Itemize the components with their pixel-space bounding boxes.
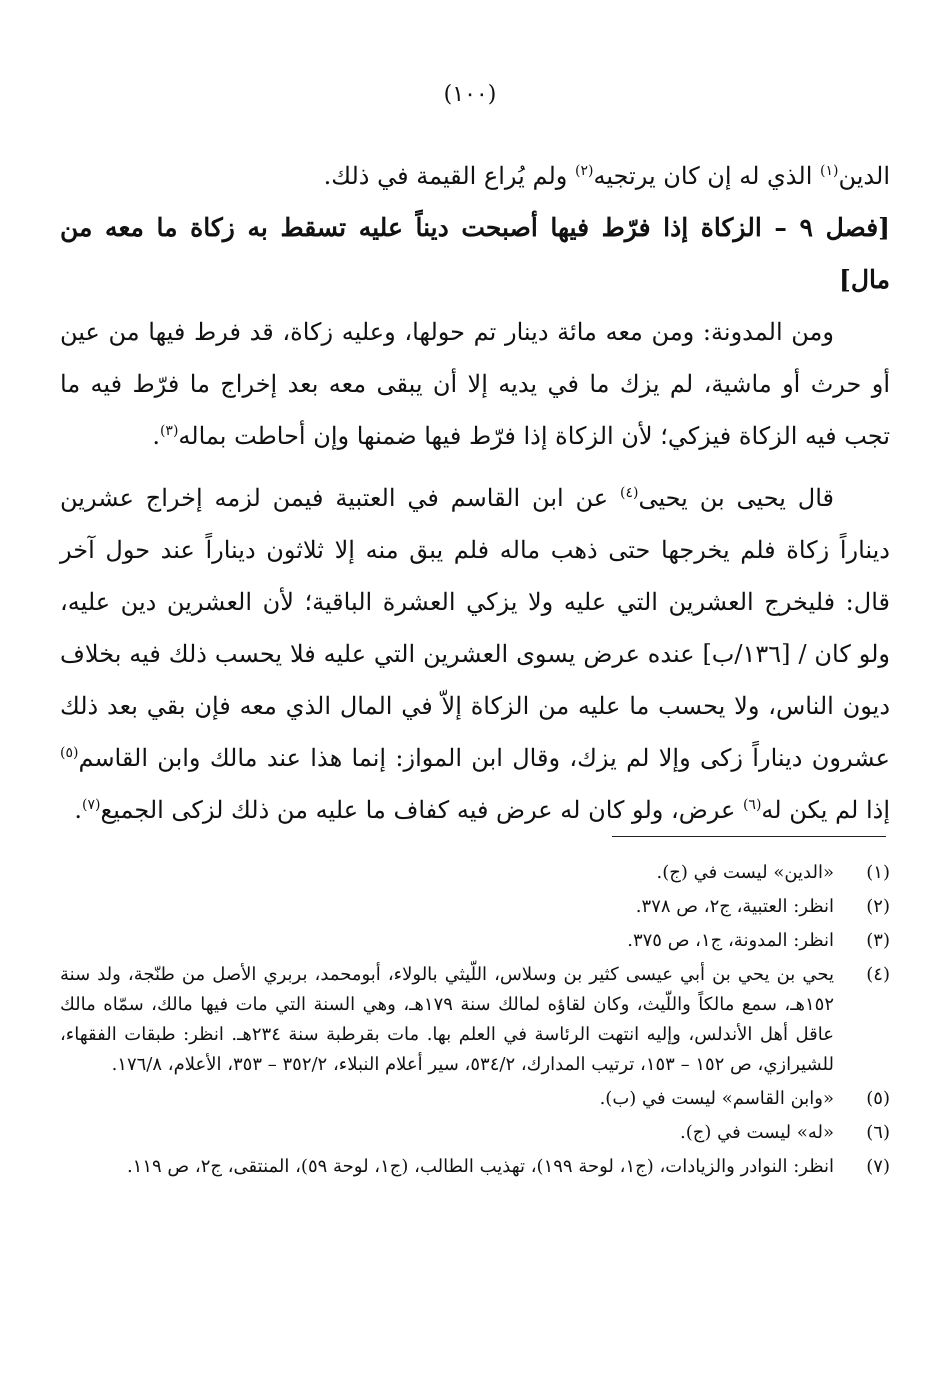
footnote-7 — [60, 1152, 890, 1182]
footnote-ref-4[interactable]: (٤) — [619, 485, 639, 501]
footnotes — [60, 858, 890, 1186]
footnote-ref-2[interactable]: (٢) — [574, 163, 594, 179]
footnote-text: «له» ليست في (ج). — [680, 1122, 834, 1143]
footnote-text: انظر: النوادر والزيادات، (ج١، لوحة ١٩٩)، تهذيب الطالب، (ج١، لوحة ٥٩)، المنتقى، ج٢، ص ١١٩. — [126, 1156, 834, 1177]
footnote-number: (٧) — [866, 1156, 890, 1177]
paragraph-2 — [60, 306, 890, 462]
footnote-number: (٢) — [866, 896, 890, 917]
paragraph-1 — [60, 150, 890, 202]
paragraph-3-text-e: . — [74, 796, 82, 824]
main-text — [60, 150, 890, 836]
paragraph-3 — [60, 472, 890, 836]
paragraph-1-text-a: الدين — [838, 162, 890, 190]
paragraph-3-text-a: قال يحيى بن يحيى — [638, 484, 834, 512]
paragraph-1-text-c: ولم يُراع القيمة في ذلك. — [323, 162, 575, 190]
footnote-2 — [60, 892, 890, 922]
paragraph-gap — [60, 462, 890, 472]
paragraph-3-text-d: عرض، ولو كان له عرض فيه كفاف ما عليه من ذلك لزكى الجميع — [100, 796, 743, 824]
footnote-ref-3[interactable]: (٣) — [159, 423, 179, 439]
footnote-ref-1[interactable]: (١) — [820, 163, 839, 179]
footnote-3 — [60, 926, 890, 956]
footnote-number: (٦) — [866, 1122, 890, 1143]
footnote-text: يحي بن يحي بن أبي عيسى كثير بن وسلاس، اللّيثي بالولاء، أبومحمد، بربري الأصل من طنّجة، ولد سنة ١٥٢هـ، سمع مالكاً واللّيث، وكان لقاؤه لمالك سنة ١٧٩هـ، وهي السنة التي مات فيها مالك، سمّاه مالك عاقل أهل الأندلس، وإليه انتهت الرئاسة في العلم بها. مات بقرطبة سنة ٢٣٤هـ. انظر: طبقات الفقهاء، للشيرازي، ص ١٥٢ – ١٥٣، ترتيب المدارك، ٥٣٤/٢، سير أعلام النبلاء، ٣٥٢/٢ – ٣٥٣، الأعلام، ١٧٦/٨. — [60, 964, 835, 1075]
section-heading: [فصل ٩ – الزكاة إذا فرّط فيها أصبحت ديناً عليه تسقط به زكاة ما معه من مال] — [60, 213, 890, 294]
footnote-number: (٥) — [866, 1088, 890, 1109]
page-number: (١٠٠) — [443, 82, 497, 107]
footnote-6 — [60, 1118, 890, 1148]
paragraph-2-text-b: . — [152, 422, 160, 450]
footnote-text: «وابن القاسم» ليست في (ب). — [599, 1088, 834, 1109]
paragraph-2-text-a: ومن المدونة: ومن معه مائة دينار تم حولها، وعليه زكاة، قد فرط فيها من عين أو حرث أو ماشية، لم يزك ما في يديه إلا أن يبقى معه بعد إخراج ما فرّط فيه ما تجب فيه الزكاة فيزكي؛ لأن الزكاة إذا فرّط فيها ضمنها وإن أحاطت بماله — [60, 318, 890, 450]
paragraph-3-text-b: عن ابن القاسم في العتبية فيمن لزمه إخراج عشرين ديناراً زكاة فلم يخرجها حتى ذهب ماله فلم يبق منه إلا ثلاثون ديناراً عند حول آخر قال: فليخرج العشرين التي عليه ولا يزكي العشرة الباقية؛ لأن العشرين دين عليه، ولو كان / [١٣٦/ب] عنده عرض يسوى العشرين التي عليه فلا يحسب ذلك فيه بخلاف ديون الناس، ولا يحسب ما عليه من الزكاة إلاّ في المال الذي معه فإن بقي بعد ذلك عشرون ديناراً زكى وإلا لم يزك، وقال ابن المواز: إنما هذا عند مالك وابن القاسم — [60, 484, 891, 772]
footnote-divider — [612, 836, 886, 837]
footnote-5 — [60, 1084, 890, 1114]
footnote-1 — [60, 858, 890, 888]
footnote-number: (٤) — [866, 964, 890, 985]
footnote-ref-7[interactable]: (٧) — [81, 797, 101, 813]
footnote-ref-5[interactable]: (٥) — [60, 745, 79, 761]
footnote-text: انظر: العتبية، ج٢، ص ٣٧٨. — [635, 896, 834, 917]
footnote-ref-6[interactable]: (٦) — [742, 797, 762, 813]
footnote-number: (٣) — [866, 930, 890, 951]
footnote-4 — [60, 960, 890, 1080]
paragraph-3-text-c: إذا لم يكن له — [761, 796, 890, 824]
footnote-text: انظر: المدونة، ج١، ص ٣٧٥. — [627, 930, 834, 951]
footnote-number: (١) — [866, 862, 890, 883]
footnote-text: «الدين» ليست في (ج). — [656, 862, 834, 883]
paragraph-1-text-b: الذي له إن كان يرتجيه — [593, 162, 820, 190]
